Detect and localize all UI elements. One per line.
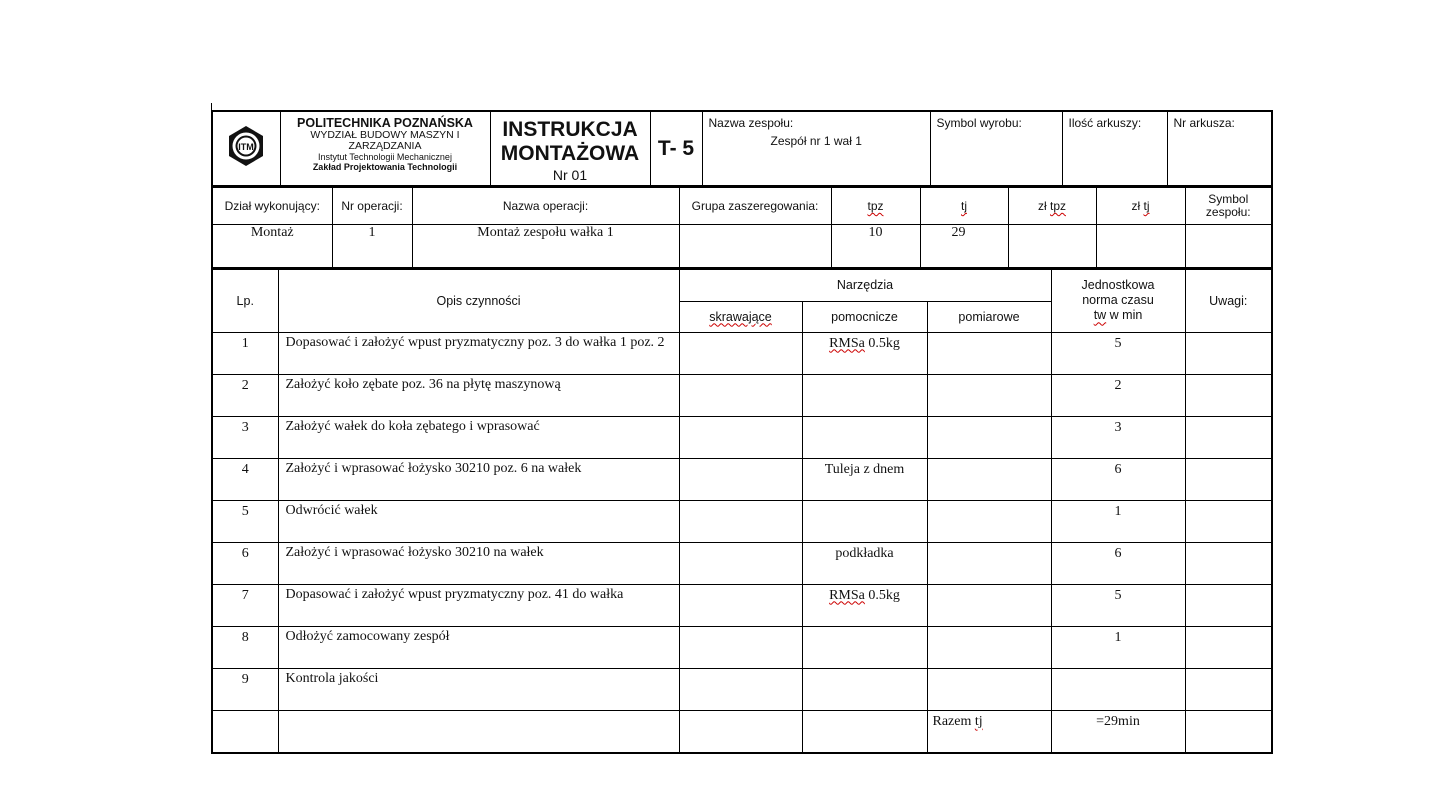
row-time: 1 <box>1051 626 1185 668</box>
row-remarks <box>1185 332 1272 374</box>
university-name: POLITECHNIKA POZNAŃSKA <box>297 116 473 130</box>
row-cutting-tool <box>679 500 802 542</box>
row-remarks <box>1185 374 1272 416</box>
activity-rows <box>212 332 1272 710</box>
row-time: 3 <box>1051 416 1185 458</box>
row-cutting-tool <box>679 542 802 584</box>
total-aux <box>802 710 927 753</box>
norm-line2: norma czasu <box>1082 293 1154 308</box>
op-name-value: Montaż zespołu wałka 1 <box>412 225 679 268</box>
zl-tj-header <box>1096 188 1185 225</box>
measuring-tools-header: pomiarowe <box>927 301 1051 332</box>
total-row <box>212 710 1272 753</box>
activities-table <box>211 268 1273 754</box>
norm-line3 <box>1052 308 1185 323</box>
row-description: Odwrócić wałek <box>278 500 679 542</box>
tool-rest: 0.5kg <box>864 587 900 603</box>
sheet-number-label: Nr arkusza: <box>1167 111 1272 186</box>
cutting-tools-text: skrawające <box>709 309 772 324</box>
product-symbol-label: Symbol wyrobu: <box>930 111 1062 186</box>
tpz-header <box>831 188 920 225</box>
row-measuring-tool <box>927 374 1051 416</box>
row-auxiliary-tool <box>802 626 927 668</box>
doc-title-cell <box>490 111 650 186</box>
symbol-header-line1: Symbol <box>1208 192 1249 206</box>
row-auxiliary-tool <box>802 416 927 458</box>
time-norm-header <box>1051 269 1185 332</box>
row-description: Założyć koło zębate poz. 36 na płytę maszynową <box>278 374 679 416</box>
row-measuring-tool <box>927 458 1051 500</box>
row-cutting-tool <box>679 584 802 626</box>
activity-row <box>212 458 1272 500</box>
logo-text: ITM <box>238 142 254 152</box>
symbol-header-line2: zespołu: <box>1205 205 1251 219</box>
total-label-tj: tj <box>974 713 983 729</box>
row-time: 5 <box>1051 332 1185 374</box>
row-description: Dopasować i założyć wpust pryzmatyczny poz. 3 do wałka 1 poz. 2 <box>278 332 679 374</box>
tpz-header-text: tpz <box>867 199 884 213</box>
activity-row <box>212 542 1272 584</box>
row-time: 6 <box>1051 458 1185 500</box>
activity-row <box>212 416 1272 458</box>
row-cutting-tool <box>679 416 802 458</box>
tool-rest: 0.5kg <box>864 335 900 351</box>
zl-tpz-header <box>1008 188 1096 225</box>
activity-row <box>212 500 1272 542</box>
row-measuring-tool <box>927 668 1051 710</box>
row-description: Założyć wałek do koła zębatego i wprasować <box>278 416 679 458</box>
assembly-name-value: Zespół nr 1 wał 1 <box>770 134 862 148</box>
doc-title-line2: MONTAŻOWA <box>500 142 640 165</box>
assembly-name-label: Nazwa zespołu: <box>708 116 794 130</box>
row-lp: 1 <box>212 332 278 374</box>
logo-cell <box>212 111 280 186</box>
zl-tj-value <box>1096 225 1185 268</box>
row-time: 5 <box>1051 584 1185 626</box>
activity-row <box>212 668 1272 710</box>
tool-code: RMSa <box>829 587 865 603</box>
row-remarks <box>1185 668 1272 710</box>
tj-header-text: tj <box>961 199 967 213</box>
row-remarks <box>1185 416 1272 458</box>
symbol-value <box>1185 225 1272 268</box>
row-cutting-tool <box>679 668 802 710</box>
university-logo-icon <box>227 125 265 167</box>
row-auxiliary-tool <box>802 584 927 626</box>
dept-header: Dział wykonujący: <box>212 188 332 225</box>
row-lp: 3 <box>212 416 278 458</box>
row-auxiliary-tool <box>802 500 927 542</box>
row-remarks <box>1185 584 1272 626</box>
row-time: 6 <box>1051 542 1185 584</box>
total-lp <box>212 710 278 753</box>
row-auxiliary-tool <box>802 332 927 374</box>
activity-row <box>212 374 1272 416</box>
row-time <box>1051 668 1185 710</box>
zl-tj-text: tj <box>1143 199 1150 213</box>
op-no-header: Nr operacji: <box>332 188 412 225</box>
assembly-name-cell <box>702 111 930 186</box>
zl-tpz-value <box>1008 225 1096 268</box>
row-measuring-tool <box>927 542 1051 584</box>
zl-tj-prefix: zł <box>1131 199 1144 213</box>
row-measuring-tool <box>927 500 1051 542</box>
row-auxiliary-tool: podkładka <box>802 542 927 584</box>
institute-name: Instytut Technologii Mechanicznej <box>318 152 452 162</box>
description-header: Opis czynności <box>278 269 679 332</box>
faculty-line2: ZARZĄDZANIA <box>348 140 422 152</box>
activity-row <box>212 626 1272 668</box>
op-no-value: 1 <box>332 225 412 268</box>
row-auxiliary-tool: Tuleja z dnem <box>802 458 927 500</box>
row-lp: 5 <box>212 500 278 542</box>
group-value <box>679 225 831 268</box>
total-cutting <box>679 710 802 753</box>
row-auxiliary-tool <box>802 374 927 416</box>
auxiliary-tools-header: pomocnicze <box>802 301 927 332</box>
activity-row <box>212 332 1272 374</box>
row-auxiliary-tool <box>802 668 927 710</box>
row-lp: 4 <box>212 458 278 500</box>
group-header: Grupa zaszeregowania: <box>679 188 831 225</box>
lp-header: Lp. <box>212 269 278 332</box>
row-lp: 2 <box>212 374 278 416</box>
total-remarks <box>1185 710 1272 753</box>
tool-code: RMSa <box>829 335 865 351</box>
total-desc <box>278 710 679 753</box>
op-name-header: Nazwa operacji: <box>412 188 679 225</box>
university-cell <box>280 111 490 186</box>
cutting-tools-header <box>679 301 802 332</box>
tj-value: 29 <box>920 225 1008 268</box>
remarks-header: Uwagi: <box>1185 269 1272 332</box>
tj-header <box>920 188 1008 225</box>
row-measuring-tool <box>927 626 1051 668</box>
row-description: Założyć i wprasować łożysko 30210 na wałek <box>278 542 679 584</box>
row-measuring-tool <box>927 416 1051 458</box>
row-lp: 9 <box>212 668 278 710</box>
total-label <box>927 710 1051 753</box>
activity-row <box>212 584 1272 626</box>
tpz-value: 10 <box>831 225 920 268</box>
zl-tpz-prefix: zł <box>1037 199 1050 213</box>
row-lp: 6 <box>212 542 278 584</box>
row-cutting-tool <box>679 458 802 500</box>
symbol-header <box>1185 188 1272 225</box>
sheet-count-label: Ilość arkuszy: <box>1062 111 1167 186</box>
row-time: 1 <box>1051 500 1185 542</box>
row-cutting-tool <box>679 374 802 416</box>
zl-tpz-text: tpz <box>1049 199 1066 213</box>
tw-symbol: tw <box>1093 308 1107 323</box>
row-description: Założyć i wprasować łożysko 30210 poz. 6 na wałek <box>278 458 679 500</box>
operation-table <box>211 187 1273 268</box>
row-remarks <box>1185 500 1272 542</box>
row-lp: 7 <box>212 584 278 626</box>
row-description: Dopasować i założyć wpust pryzmatyczny poz. 41 do wałka <box>278 584 679 626</box>
norm-line3-rest: w min <box>1106 308 1143 323</box>
doc-title-line1: INSTRUKCJA <box>502 118 638 141</box>
row-measuring-tool <box>927 332 1051 374</box>
row-cutting-tool <box>679 332 802 374</box>
row-cutting-tool <box>679 626 802 668</box>
total-label-prefix: Razem <box>932 713 975 729</box>
doc-number: Nr 01 <box>552 167 588 183</box>
row-remarks <box>1185 626 1272 668</box>
dept-value: Montaż <box>212 225 332 268</box>
row-lp: 8 <box>212 626 278 668</box>
form-code: T- 5 <box>650 111 702 186</box>
tools-header: Narzędzia <box>679 269 1051 301</box>
faculty-line1: WYDZIAŁ BUDOWY MASZYN I <box>310 129 460 141</box>
assembly-instruction-sheet <box>211 110 1271 754</box>
row-description: Odłożyć zamocowany zespół <box>278 626 679 668</box>
total-value: =29min <box>1051 710 1185 753</box>
row-remarks <box>1185 542 1272 584</box>
row-remarks <box>1185 458 1272 500</box>
row-measuring-tool <box>927 584 1051 626</box>
department-name: Zakład Projektowania Technologii <box>312 162 458 172</box>
row-description: Kontrola jakości <box>278 668 679 710</box>
row-time: 2 <box>1051 374 1185 416</box>
header-table <box>211 110 1273 187</box>
norm-line1: Jednostkowa <box>1081 278 1155 293</box>
